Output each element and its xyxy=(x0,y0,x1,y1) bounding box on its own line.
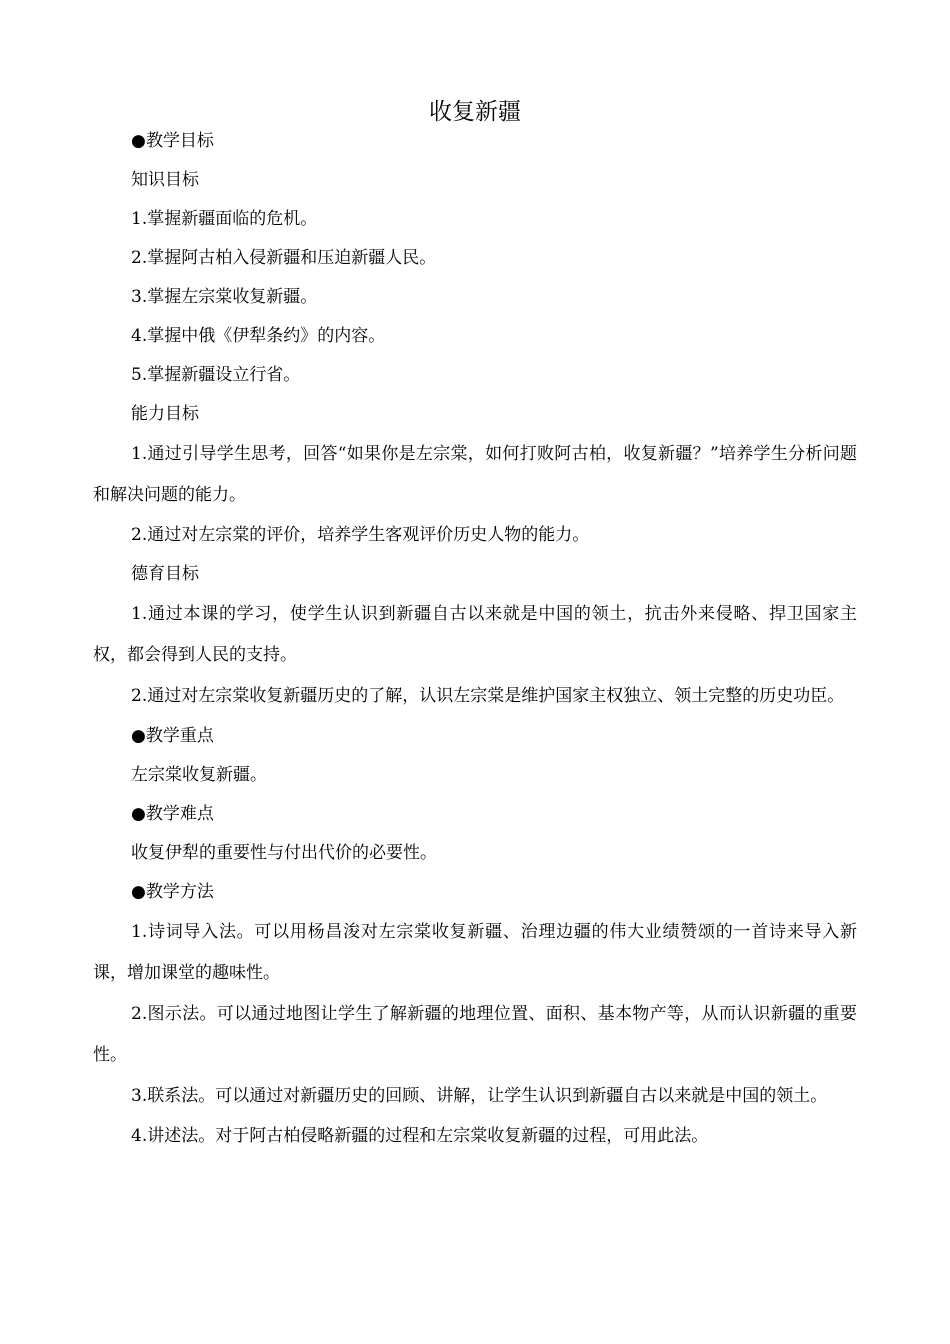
list-item: 1.诗词导入法。可以用杨昌浚对左宗棠收复新疆、治理边疆的伟大业绩赞颂的一首诗来导入新课，增加课堂的趣味性。 xyxy=(93,922,857,983)
section-heading-difficulties: ●教学难点 xyxy=(131,804,214,824)
key-point-text: 左宗棠收复新疆。 xyxy=(131,765,267,785)
subheading-knowledge-goals: 知识目标 xyxy=(131,170,199,190)
list-item: 2.掌握阿古柏入侵新疆和压迫新疆人民。 xyxy=(131,248,437,268)
section-heading-methods: ●教学方法 xyxy=(131,882,214,902)
list-item: 4.讲述法。对于阿古柏侵略新疆的过程和左宗棠收复新疆的过程，可用此法。 xyxy=(131,1126,709,1146)
section-heading-key-points: ●教学重点 xyxy=(131,726,214,746)
difficulty-text: 收复伊犁的重要性与付出代价的必要性。 xyxy=(131,843,437,863)
list-item: 3.联系法。可以通过对新疆历史的回顾、讲解，让学生认识到新疆自古以来就是中国的领土。 xyxy=(131,1086,828,1106)
list-item: 4.掌握中俄《伊犁条约》的内容。 xyxy=(131,326,386,346)
section-heading-teaching-goals: ●教学目标 xyxy=(131,131,214,151)
list-item: 2.通过对左宗棠收复新疆历史的了解，认识左宗棠是维护国家主权独立、领土完整的历史功臣。 xyxy=(131,686,845,706)
list-item: 1.通过引导学生思考，回答“如果你是左宗棠，如何打败阿古柏，收复新疆？”培养学生分析问题和解决问题的能力。 xyxy=(93,444,857,505)
list-item: 1.掌握新疆面临的危机。 xyxy=(131,209,318,229)
list-item: 2.图示法。可以通过地图让学生了解新疆的地理位置、面积、基本物产等，从而认识新疆的重要性。 xyxy=(93,1004,857,1065)
document-title: 收复新疆 xyxy=(429,99,521,125)
list-item: 5.掌握新疆设立行省。 xyxy=(131,365,301,385)
document-body xyxy=(93,122,857,1156)
list-item: 2.通过对左宗棠的评价，培养学生客观评价历史人物的能力。 xyxy=(131,525,590,545)
list-item: 3.掌握左宗棠收复新疆。 xyxy=(131,287,318,307)
subheading-moral-goals: 德育目标 xyxy=(131,564,199,584)
subheading-ability-goals: 能力目标 xyxy=(131,404,199,424)
list-item: 1.通过本课的学习，使学生认识到新疆自古以来就是中国的领土，抗击外来侵略、捍卫国家主权，都会得到人民的支持。 xyxy=(93,604,857,665)
